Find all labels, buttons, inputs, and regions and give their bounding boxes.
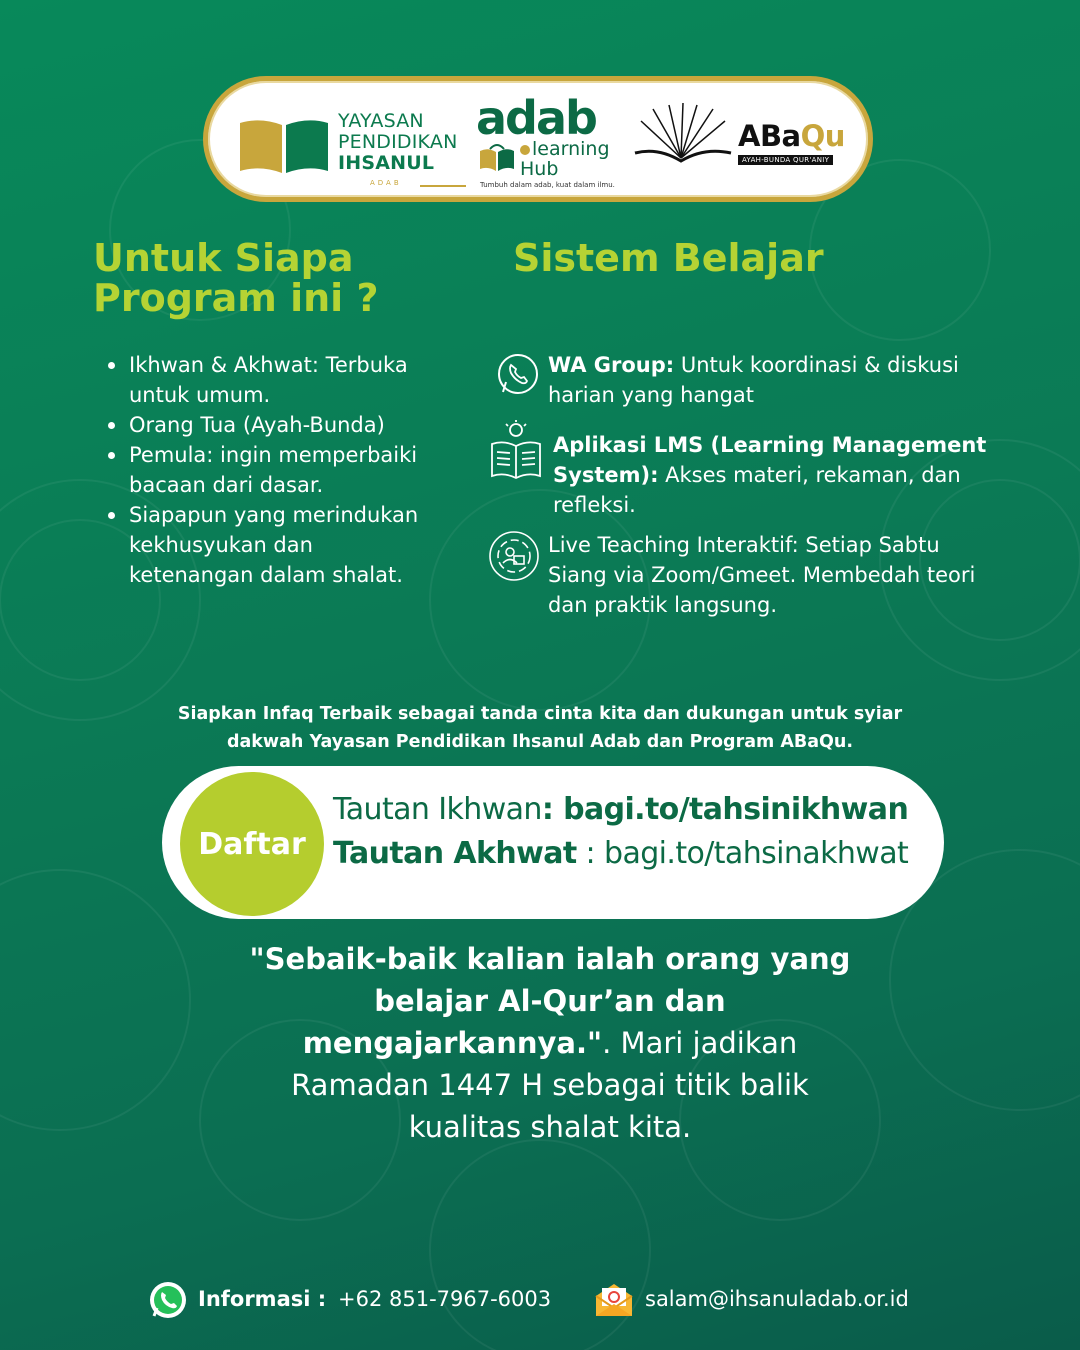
whatsapp-footer-icon <box>148 1280 188 1320</box>
email-icon <box>594 1282 634 1318</box>
logo-banner <box>203 76 873 202</box>
akhwat-link-row[interactable] <box>333 834 908 874</box>
footer-label: Informasi : <box>198 1287 327 1311</box>
quote-rest: . Mari jadikan Ramadan 1447 H sebagai titik balik kualitas shalat kita. <box>291 1026 809 1144</box>
abaqu-logo <box>633 103 843 183</box>
yayasan-line1: YAYASAN <box>338 110 424 132</box>
adab-tagline: Tumbuh dalam adab, kuat dalam ilmu. <box>480 181 615 189</box>
abaqu-sub: AYAH-BUNDA QUR'ANIY <box>738 155 833 165</box>
ikhwan-link[interactable]: : bagi.to/tahsinikhwan <box>541 792 909 827</box>
akhwat-link[interactable]: : bagi.to/tahsinakhwat <box>576 836 909 871</box>
whatsapp-icon <box>494 350 542 398</box>
adab-title: adab <box>476 91 596 145</box>
infaq-text: Siapkan Infaq Terbaik sebagai tanda cinta kita dan dukungan untuk syiar dakwah Yayasan Pendidikan Ihsanul Adab dan Program ABaQu. <box>177 704 903 752</box>
adab-hub: Hub <box>520 158 559 180</box>
book-idea-icon <box>488 420 544 482</box>
who-heading: Untuk Siapa Program ini ? <box>93 236 379 320</box>
ikhwan-label: Tautan Ikhwan <box>333 792 542 827</box>
open-book-logo-icon <box>238 117 330 173</box>
wa-bold: WA Group: <box>548 353 675 377</box>
live-text: Live Teaching Interaktif: Setiap Sabtu Siang via Zoom/Gmeet. Membedah teori dan praktik langsung. <box>548 533 976 617</box>
footer-email[interactable]: salam@ihsanuladab.or.id <box>645 1287 909 1311</box>
yayasan-sub: ADAB <box>370 179 402 187</box>
register-button[interactable] <box>180 772 324 916</box>
live-teaching-icon <box>488 530 540 582</box>
list-item: Ikhwan & Akhwat: Terbuka untuk umum. <box>105 350 435 410</box>
lms-bold: Aplikasi LMS (Learning Management System): <box>553 433 987 487</box>
quote-text <box>240 938 860 1148</box>
adab-learning-hub-logo <box>476 91 626 195</box>
gold-divider <box>420 185 466 187</box>
quran-rays-icon <box>633 103 733 173</box>
who-list <box>105 350 435 590</box>
register-button-label: Daftar <box>198 826 306 862</box>
list-item: Siapapun yang merindukan kekhusyukan dan ketenangan dalam shalat. <box>105 500 435 590</box>
adab-learning: learning <box>532 138 610 160</box>
ikhwan-link-row[interactable] <box>333 790 908 830</box>
system-heading: Sistem Belajar <box>513 236 824 280</box>
footer-phone[interactable]: +62 851-7967-6003 <box>338 1287 552 1311</box>
abaqu-name-a: ABa <box>738 119 801 153</box>
akhwat-label: Tautan Akhwat <box>333 836 577 871</box>
book-icon <box>478 143 516 173</box>
lms-text: Akses materi, rekaman, dan refleksi. <box>553 463 961 517</box>
yayasan-line3: IHSANUL <box>338 152 435 174</box>
yayasan-logo <box>238 110 478 187</box>
quote-bold: "Sebaik-baik kalian ialah orang yang belajar Al-Qur’an dan mengajarkannya." <box>249 942 851 1060</box>
gold-dot <box>520 145 530 155</box>
list-item: Pemula: ingin memperbaiki bacaan dari dasar. <box>105 440 435 500</box>
yayasan-line2: PENDIDIKAN <box>338 131 458 153</box>
abaqu-name-b: Qu <box>800 119 845 153</box>
wa-text: Untuk koordinasi & diskusi harian yang hangat <box>548 353 959 407</box>
list-item: Orang Tua (Ayah-Bunda) <box>105 410 435 440</box>
